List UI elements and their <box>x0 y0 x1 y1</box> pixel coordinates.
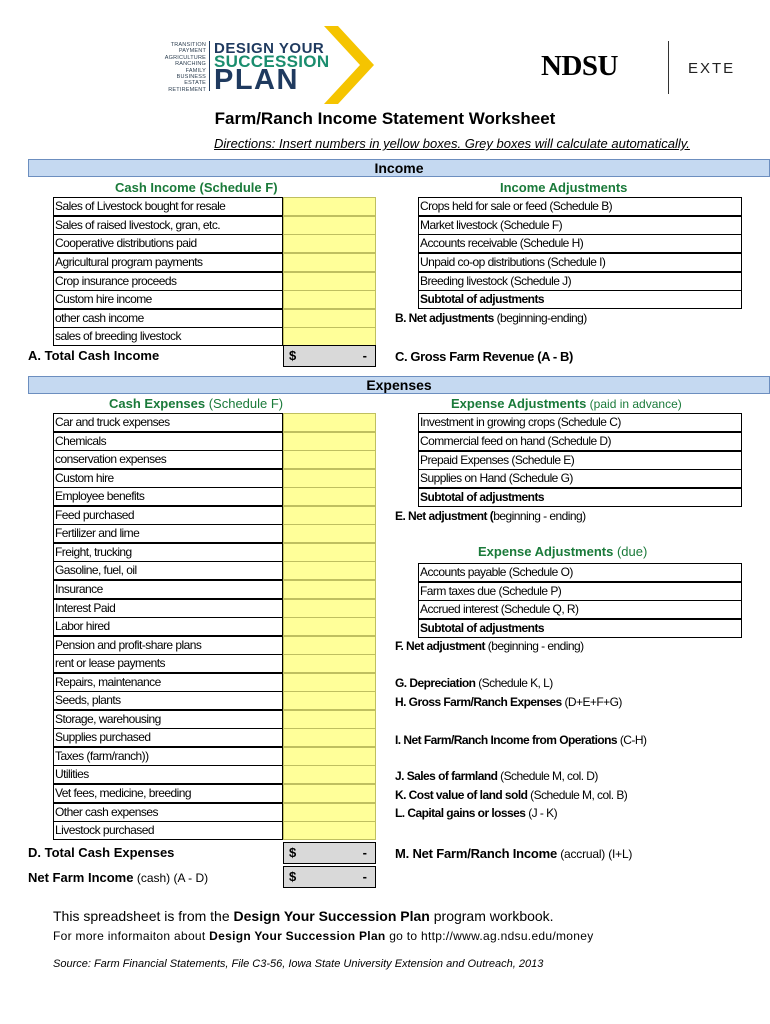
header-bold: Expense Adjustments <box>451 396 587 411</box>
footer-text: program workbook. <box>429 908 554 924</box>
expense-adjustment-row: Investment in growing crops (Schedule C) <box>418 413 742 432</box>
cash-expense-row: Insurance <box>53 580 283 599</box>
cash-expense-input[interactable] <box>283 524 376 543</box>
cash-expense-input[interactable] <box>283 673 376 692</box>
directions-text: Directions: Insert numbers in yellow boxes. Grey boxes will calculate automatically. <box>214 136 690 151</box>
cash-expense-row: Pension and profit-share plans <box>53 636 283 655</box>
cash-expense-input[interactable] <box>283 543 376 562</box>
cash-expense-row: Gasoline, fuel, oil <box>53 561 283 580</box>
net-farm-income-value <box>283 866 376 888</box>
cash-expense-input[interactable] <box>283 432 376 451</box>
cash-expense-row: rent or lease payments <box>53 654 283 673</box>
cash-income-input[interactable] <box>283 327 376 346</box>
label-bold: J. Sales of farmland <box>395 769 498 783</box>
label-bold: F. Net adjustment <box>395 639 485 653</box>
cash-income-input[interactable] <box>283 290 376 309</box>
label-bold: G. Depreciation <box>395 676 476 690</box>
cash-expense-input[interactable] <box>283 691 376 710</box>
cash-income-input[interactable] <box>283 253 376 272</box>
extension-label: EXTE <box>688 60 736 77</box>
logo-tag-line: PAYMENT <box>178 48 206 55</box>
footer-more-info <box>53 929 594 943</box>
net-adjustment-f <box>395 639 584 653</box>
label-rest: (C-H) <box>617 733 647 747</box>
cash-expense-input[interactable] <box>283 506 376 525</box>
cash-income-row: sales of breeding livestock <box>53 327 283 346</box>
expense-adjustments-due-header <box>478 544 647 559</box>
cash-expense-row: Seeds, plants <box>53 691 283 710</box>
logo-divider <box>209 41 210 91</box>
label-bold: I. Net Farm/Ranch Income from Operations <box>395 733 618 747</box>
cash-expense-input[interactable] <box>283 803 376 822</box>
label-rest: beginning - ending) <box>493 509 586 523</box>
cash-expense-input[interactable] <box>283 636 376 655</box>
cash-income-row: Cooperative distributions paid <box>53 234 283 253</box>
header-rest: (Schedule F) <box>205 396 284 411</box>
net-adjustment-e <box>395 509 586 523</box>
cash-income-input[interactable] <box>283 234 376 253</box>
footer-text-bold: Design Your Succession Plan <box>209 929 386 943</box>
total-cash-income-value <box>283 345 376 367</box>
logo-tag-line: FAMILY <box>185 67 206 74</box>
expense-due-subtotal: Subtotal of adjustments <box>418 619 742 638</box>
cash-expense-input[interactable] <box>283 580 376 599</box>
logo-plan: PLAN <box>214 64 299 96</box>
cash-expense-input[interactable] <box>283 710 376 729</box>
cash-expense-input[interactable] <box>283 561 376 580</box>
cash-expense-row: conservation expenses <box>53 450 283 469</box>
income-band <box>28 159 770 177</box>
label-bold: H. Gross Farm/Ranch Expenses <box>395 695 562 709</box>
cash-expense-row: Freight, trucking <box>53 543 283 562</box>
gross-expenses-h <box>395 695 622 709</box>
income-adjustment-row: Crops held for sale or feed (Schedule B) <box>418 197 742 216</box>
cash-income-row: Custom hire income <box>53 290 283 309</box>
total-cash-expenses-label: D. Total Cash Expenses <box>28 845 175 860</box>
footer-source: Source: Farm Financial Statements, File C3-56, Iowa State University Extension and Outreach, 2013 <box>53 958 544 970</box>
logo-tagline <box>160 42 206 93</box>
total-value: - <box>362 348 367 363</box>
expense-due-row: Farm taxes due (Schedule P) <box>418 582 742 601</box>
net-adjustments-b <box>395 311 587 325</box>
income-adjustment-row: Breeding livestock (Schedule J) <box>418 272 742 291</box>
expenses-band <box>28 376 770 394</box>
footer-workbook-note <box>53 908 554 924</box>
cash-expense-input[interactable] <box>283 654 376 673</box>
net-farm-income-m <box>395 846 632 861</box>
income-adjustment-subtotal: Subtotal of adjustments <box>418 290 742 309</box>
label-rest: (Schedule K, L) <box>475 676 553 690</box>
label-rest: (beginning-ending) <box>493 311 587 325</box>
cash-expense-input[interactable] <box>283 821 376 840</box>
cash-expense-input[interactable] <box>283 765 376 784</box>
label-bold: M. Net Farm/Ranch Income <box>395 846 558 861</box>
footer-text: This spreadsheet is from the <box>53 908 234 924</box>
header-rest: (paid in advance) <box>586 397 682 411</box>
cash-expense-input[interactable] <box>283 728 376 747</box>
income-adjustment-row: Accounts receivable (Schedule H) <box>418 234 742 253</box>
cash-expense-row: Utilities <box>53 765 283 784</box>
label-rest: (Schedule M, col. B) <box>527 788 628 802</box>
cash-expense-row: Chemicals <box>53 432 283 451</box>
label-rest: (Schedule M, col. D) <box>497 769 598 783</box>
ndsu-logo: NDSU <box>541 50 618 82</box>
income-adjustment-row: Market livestock (Schedule F) <box>418 216 742 235</box>
cash-expense-row: Repairs, maintenance <box>53 673 283 692</box>
logo-tag-line: RETIREMENT <box>168 86 206 93</box>
expense-adjustments-advance-header <box>451 396 682 411</box>
income-adjustment-row: Unpaid co-op distributions (Schedule I) <box>418 253 742 272</box>
cash-income-input[interactable] <box>283 309 376 328</box>
cash-income-row: Sales of Livestock bought for resale <box>53 197 283 216</box>
cash-expense-row: Fertilizer and lime <box>53 524 283 543</box>
cash-income-row: Sales of raised livestock, gran, etc. <box>53 216 283 235</box>
header-bold: Cash Expenses <box>109 396 206 411</box>
logo-chevron-icon <box>316 24 378 106</box>
cash-expense-row: Labor hired <box>53 617 283 636</box>
logo-succession: SUCCESSION <box>214 52 330 71</box>
cash-income-row: other cash income <box>53 309 283 328</box>
cash-expense-input[interactable] <box>283 784 376 803</box>
cash-expense-row: Storage, warehousing <box>53 710 283 729</box>
logo-tag-line: AGRICULTURE <box>164 54 206 61</box>
label-rest: (accrual) (I+L) <box>557 847 633 861</box>
ndsu-divider <box>668 41 669 94</box>
net-farm-income-label <box>28 870 208 885</box>
cash-expense-row: Feed purchased <box>53 506 283 525</box>
cash-expense-row: Interest Paid <box>53 599 283 618</box>
expense-due-row: Accounts payable (Schedule O) <box>418 563 742 582</box>
cash-expense-input[interactable] <box>283 450 376 469</box>
currency-symbol: $ <box>289 869 297 884</box>
expense-due-row: Accrued interest (Schedule Q, R) <box>418 600 742 619</box>
gross-farm-revenue: C. Gross Farm Revenue (A - B) <box>395 349 573 364</box>
currency-symbol: $ <box>289 348 297 363</box>
total-value: - <box>362 845 367 860</box>
logo-tag-line: TRANSITION <box>170 42 206 48</box>
expense-adjustment-row: Commercial feed on hand (Schedule D) <box>418 432 742 451</box>
cash-expense-input[interactable] <box>283 747 376 766</box>
income-adjustments-header: Income Adjustments <box>500 180 628 195</box>
cash-expense-input[interactable] <box>283 599 376 618</box>
total-value: - <box>362 869 367 884</box>
cash-expense-row: Livestock purchased <box>53 821 283 840</box>
net-income-operations-i <box>395 733 646 747</box>
footer-link[interactable]: go to http://www.ag.ndsu.edu/money <box>385 929 594 943</box>
expense-adjustment-subtotal: Subtotal of adjustments <box>418 488 742 507</box>
footer-text-bold: Design Your Succession Plan <box>233 908 430 924</box>
cash-expense-row: Car and truck expenses <box>53 413 283 432</box>
logo-design-your: DESIGN YOUR <box>214 40 325 57</box>
cash-expense-row: Supplies purchased <box>53 728 283 747</box>
cash-income-row: Crop insurance proceeds <box>53 272 283 291</box>
footer-text: For more informaiton about <box>53 929 210 943</box>
label-rest: (D+E+F+G) <box>561 695 622 709</box>
depreciation-g <box>395 676 553 690</box>
cash-income-header: Cash Income (Schedule F) <box>115 180 278 195</box>
header-rest: (due) <box>613 544 648 559</box>
label-bold: K. Cost value of land sold <box>395 788 528 802</box>
cash-expense-row: Taxes (farm/ranch)) <box>53 747 283 766</box>
logo-tag-line: ESTATE <box>184 80 206 87</box>
expenses-band-label: Expenses <box>366 377 432 393</box>
label-bold: Net Farm Income <box>28 870 134 885</box>
cash-income-input[interactable] <box>283 272 376 291</box>
page-title: Farm/Ranch Income Statement Worksheet <box>214 109 556 128</box>
cash-expense-row: Custom hire <box>53 469 283 488</box>
cost-land-sold-k <box>395 788 627 802</box>
cash-income-row: Agricultural program payments <box>53 253 283 272</box>
label-bold: L. Capital gains or losses <box>395 806 526 820</box>
header-bold: Expense Adjustments <box>478 544 614 559</box>
cash-expense-input[interactable] <box>283 413 376 432</box>
cash-expense-row: Other cash expenses <box>53 803 283 822</box>
total-cash-expenses-value <box>283 842 376 864</box>
cash-expense-input[interactable] <box>283 469 376 488</box>
cash-expense-input[interactable] <box>283 617 376 636</box>
label-bold: E. Net adjustment ( <box>395 509 494 523</box>
label-bold: B. Net adjustments <box>395 311 494 325</box>
cash-expenses-header <box>109 396 283 411</box>
cash-income-input[interactable] <box>283 216 376 235</box>
label-rest: (cash) (A - D) <box>133 871 209 885</box>
label-rest: (J - K) <box>525 806 558 820</box>
cash-expense-row: Vet fees, medicine, breeding <box>53 784 283 803</box>
cash-income-input[interactable] <box>283 197 376 216</box>
income-band-label: Income <box>374 160 424 176</box>
expense-adjustment-row: Supplies on Hand (Schedule G) <box>418 469 742 488</box>
logo-tag-line: BUSINESS <box>176 74 206 81</box>
sales-farmland-j <box>395 769 598 783</box>
label-rest: (beginning - ending) <box>485 639 584 653</box>
cash-expense-input[interactable] <box>283 487 376 506</box>
currency-symbol: $ <box>289 845 297 860</box>
expense-adjustment-row: Prepaid Expenses (Schedule E) <box>418 451 742 470</box>
logo-tag-line: RANCHING <box>175 61 206 68</box>
total-cash-income-label: A. Total Cash Income <box>28 348 160 363</box>
capital-gains-l <box>395 806 557 820</box>
cash-expense-row: Employee benefits <box>53 487 283 506</box>
